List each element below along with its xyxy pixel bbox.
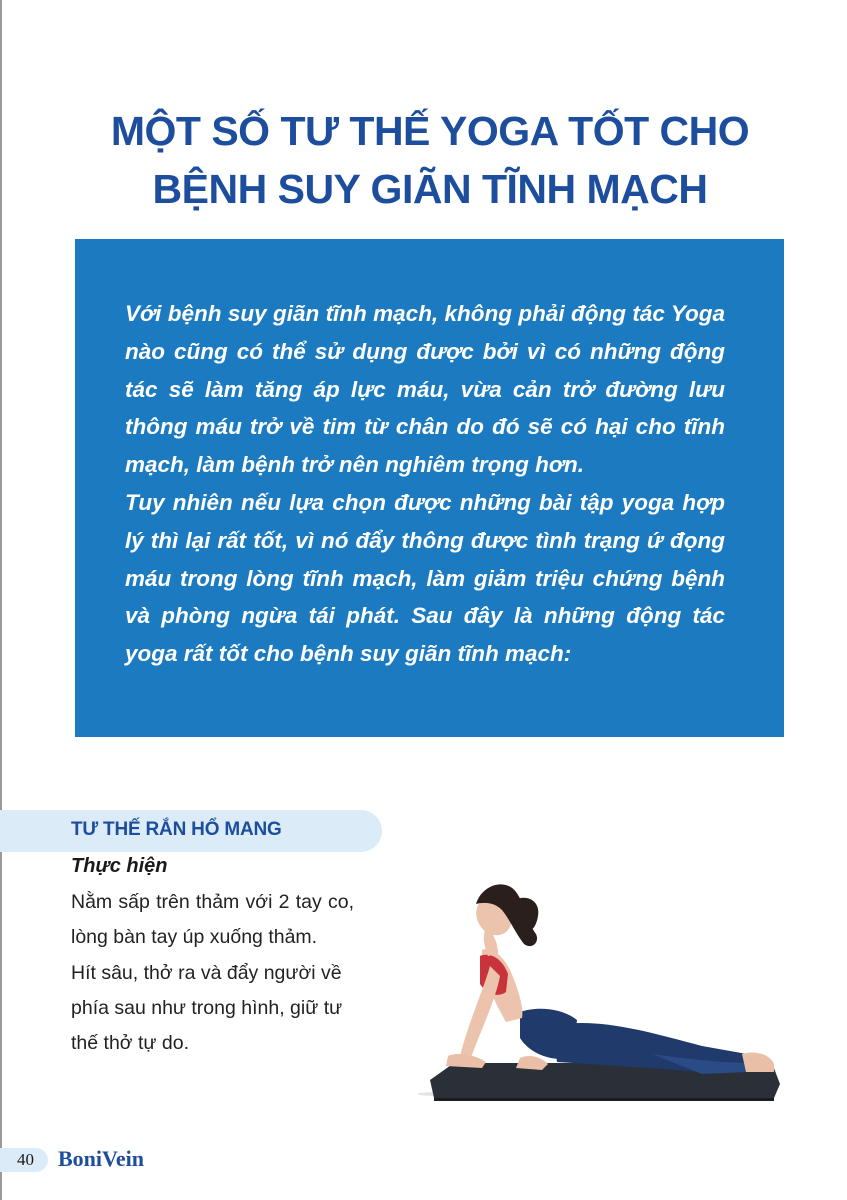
page-title-line-1: MỘT SỐ TƯ THẾ YOGA TỐT CHO	[110, 108, 750, 154]
instructions-subheading: Thực hiện	[71, 855, 168, 877]
intro-text	[125, 295, 725, 673]
intro-box	[75, 239, 784, 737]
page-number: 40	[17, 1150, 34, 1169]
cobra-pose-illustration	[402, 858, 785, 1102]
section-heading-label: TƯ THẾ RẮN HỔ MANG	[71, 819, 282, 840]
cobra-pose-photo	[402, 858, 785, 1102]
footer-brand-logo: BoniVein	[58, 1146, 145, 1171]
page-number-tab	[0, 1148, 48, 1172]
intro-paragraph-2: Tuy nhiên nếu lựa chọn được những bài tập yoga hợp lý thì lại rất tốt, vì nó đẩy thông được tình trạng ứ đọng máu trong lòng tĩnh mạch, làm giảm triệu chứng bệnh và phòng ngừa tái phát. Sau đây là những động tác yoga rất tốt cho bệnh suy giãn tĩnh mạch:	[125, 489, 725, 667]
intro-paragraph-1: Với bệnh suy giãn tĩnh mạch, không phải động tác Yoga nào cũng có thể sử dụng được bởi vì có những động tác sẽ làm tăng áp lực máu, vừa cản trở đường lưu thông máu trở về tim từ chân do đó sẽ có hại cho tĩnh mạch, làm bệnh trở nên nghiêm trọng hơn.	[125, 301, 725, 478]
instruction-step-1: Nằm sấp trên thảm với 2 tay co, lòng bàn tay úp xuống thảm.	[71, 891, 354, 949]
page-edge	[0, 0, 2, 1200]
section-heading	[0, 810, 382, 852]
page-title	[60, 102, 800, 218]
instruction-step-2: Hít sâu, thở ra và đẩy người về phía sau như trong hình, giữ tư thế thở tự do.	[71, 961, 343, 1055]
instructions-text	[71, 885, 354, 1061]
page-title-line-2: BỆNH SUY GIÃN TĨNH MẠCH	[152, 166, 708, 212]
